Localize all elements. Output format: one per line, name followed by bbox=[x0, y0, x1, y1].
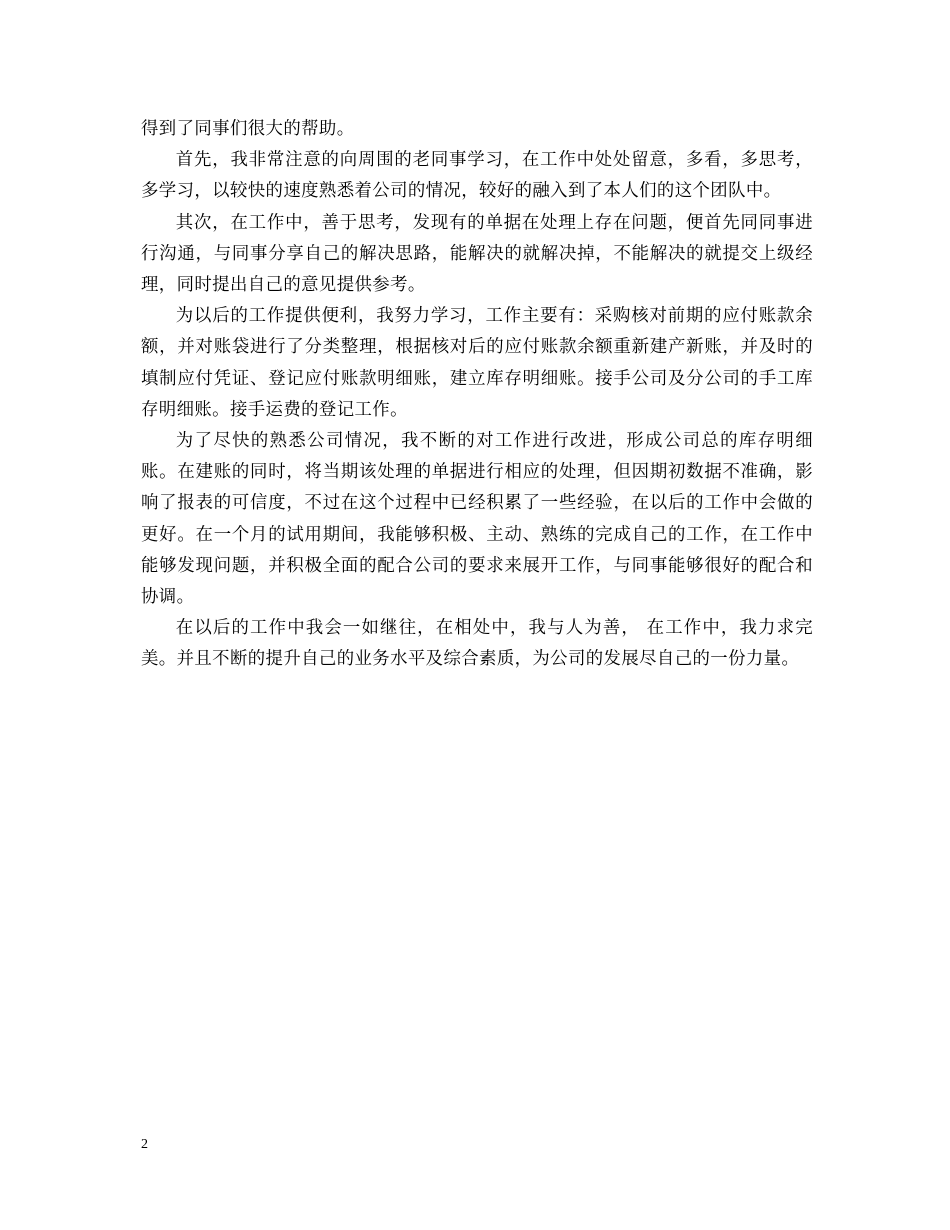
body-text bbox=[141, 114, 813, 676]
paragraph-thinking: 其次，在工作中，善于思考，发现有的单据在处理上存在问题，便首先同同事进行沟通，与同事分享自己的解决思路，能解决的就解决掉，不能解决的就提交上级经理，同时提出自己的意见提供参考。 bbox=[141, 212, 813, 296]
paragraph-work-duties: 为以后的工作提供便利，我努力学习，工作主要有：采购核对前期的应付账款余额，并对账袋进行了分类整理，根据核对后的应付账款余额重新建产新账，并及时的填制应付凭证、登记应付账款明细账，建立库存明细账。接手公司及分公司的手工库存明细账。接手运费的登记工作。 bbox=[141, 306, 813, 420]
paragraph-continuation: 得到了同事们很大的帮助。 bbox=[141, 119, 355, 139]
paragraph-learning: 首先，我非常注意的向周围的老同事学习，在工作中处处留意，多看，多思考，多学习，以较快的速度熟悉着公司的情况，较好的融入到了本人们的这个团队中。 bbox=[141, 150, 813, 202]
paragraph-improvement: 为了尽快的熟悉公司情况，我不断的对工作进行改进，形成公司总的库存明细账。在建账的同时，将当期该处理的单据进行相应的处理，但因期初数据不准确，影响了报表的可信度，不过在这个过程中已经积累了一些经验，在以后的工作中会做的更好。在一个月的试用期间，我能够积极、主动、熟练的完成自己的工作，在工作中能够发现问题，并积极全面的配合公司的要求来展开工作，与同事能够很好的配合和协调。 bbox=[141, 431, 813, 608]
paragraph-conclusion: 在以后的工作中我会一如继往，在相处中，我与人为善， 在工作中，我力求完美。并且不断的提升自己的业务水平及综合素质，为公司的发展尽自己的一份力量。 bbox=[141, 618, 813, 670]
page-number: 2 bbox=[141, 1137, 148, 1152]
